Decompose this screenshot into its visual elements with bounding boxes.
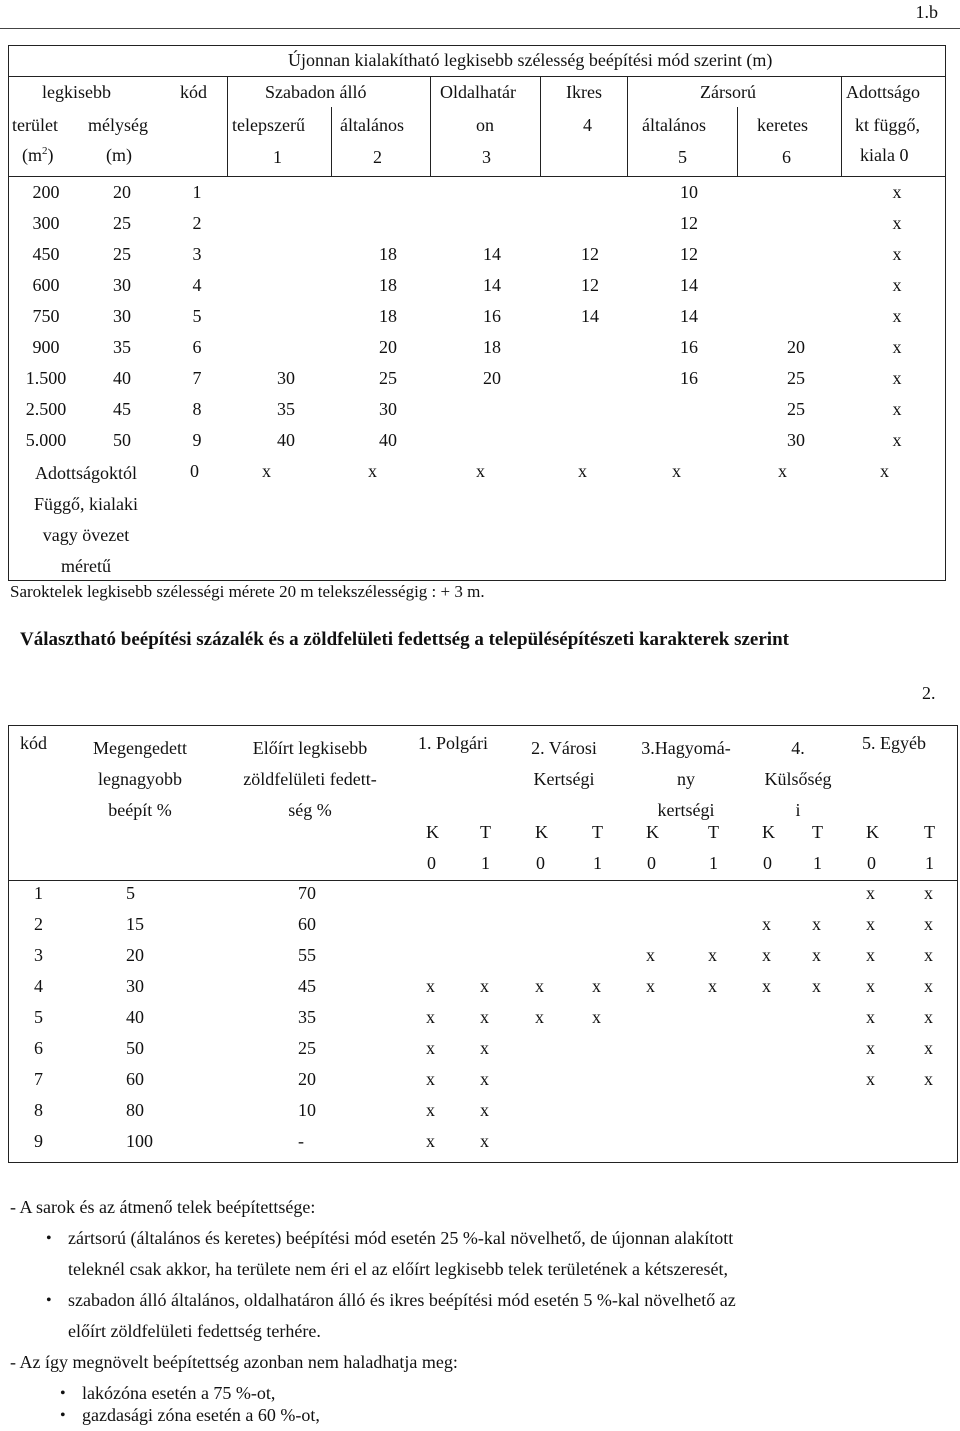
width-table-cell [546, 331, 634, 362]
ratio-table-cell: x [535, 976, 544, 996]
special-row-value: x [778, 461, 787, 481]
ratio-table-cell: x [866, 945, 875, 965]
ratio-table-cell: 35 [298, 1007, 316, 1027]
t2-head-t: T [812, 822, 823, 842]
page-number-2: 2. [922, 683, 936, 703]
ratio-table-cell: x [762, 945, 771, 965]
ratio-table-cell: x [480, 1100, 489, 1120]
width-table-cell [744, 269, 848, 300]
width-table-cell: 25 [787, 398, 805, 419]
head-adottsag-3: kiala 0 [860, 145, 909, 165]
width-table-row [8, 393, 946, 424]
head-kod: kód [180, 82, 207, 102]
width-table-cell: 25 [379, 367, 397, 388]
width-table-cell [744, 207, 848, 238]
width-table-cell: x [892, 429, 902, 450]
head-keretes: keretes [757, 115, 808, 135]
ratio-table-cell: x [866, 883, 875, 903]
width-table-cell: 20 [787, 336, 805, 357]
width-table-cell: 14 [483, 274, 501, 295]
width-table-cell: 8 [192, 398, 202, 419]
width-table-cell: 20 [379, 336, 397, 357]
ratio-table-cell: 5 [34, 1007, 43, 1027]
head-terulet: terület [12, 115, 58, 135]
head-terulet-unit-close: ) [47, 145, 54, 165]
width-table-cell: 9 [192, 429, 202, 450]
ratio-table-cell: x [426, 1100, 435, 1120]
ratio-table-cell: x [480, 1069, 489, 1089]
t2-head-t-sub: 1 [925, 853, 934, 873]
bullet-4-text: gazdasági zóna esetén a 60 %-ot, [82, 1405, 320, 1425]
width-table-cell: 5.000 [25, 429, 67, 450]
width-table-cell: 18 [379, 243, 397, 264]
width-table-cell [234, 300, 338, 331]
t2-head-kulsoseg-3: i [795, 800, 801, 820]
ratio-table-cell: x [924, 914, 933, 934]
t2-head-megengedett-3: beépít % [108, 800, 172, 820]
width-table-cell: 30 [113, 274, 131, 295]
width-table-cell: 450 [32, 243, 60, 264]
width-table-cell: 25 [113, 212, 131, 233]
ratio-table-cell: 50 [126, 1038, 144, 1058]
width-table-cell: 40 [277, 429, 295, 450]
vsep-d [627, 76, 628, 176]
width-table-cell [438, 176, 546, 207]
special-row-value: 0 [190, 461, 199, 481]
ratio-table-cell: 40 [126, 1007, 144, 1027]
width-table-cell: 2 [192, 212, 202, 233]
width-table-cell [338, 176, 438, 207]
special-label-1: Adottságoktól [35, 463, 137, 483]
t2-head-kod: kód [20, 733, 47, 753]
width-table-cell: 45 [113, 398, 131, 419]
width-table-cell: 40 [379, 429, 397, 450]
ratio-table-cell: x [535, 1007, 544, 1027]
ratio-table-cell: 7 [34, 1069, 43, 1089]
bullet-2 [46, 1285, 948, 1347]
vsep-a [227, 76, 228, 176]
t2-head-kulsoseg [750, 733, 846, 826]
head-terulet-unit-sup: 2 [42, 145, 48, 157]
head-ikres: Ikres [566, 82, 602, 102]
head-telepszeru-n: 1 [273, 147, 282, 167]
width-table-cell: 25 [787, 367, 805, 388]
head-melyseg: mélység [88, 115, 148, 135]
width-table-cell: 750 [32, 305, 60, 326]
t2-head-t-sub: 1 [593, 853, 602, 873]
t2-head-eloirt-3: ség % [288, 800, 332, 820]
section-heading: Választható beépítési százalék és a zöldfelületi fedettség a településépítészeti karakterek szerint [20, 629, 789, 650]
ratio-table-cell: x [426, 976, 435, 996]
head-altalanos-n: 2 [373, 147, 382, 167]
ratio-table-cell: x [866, 914, 875, 934]
width-table-cell: 18 [379, 305, 397, 326]
vsep-g [737, 107, 738, 176]
width-table-note: Saroktelek legkisebb szélességi mérete 20 m telekszélességig : + 3 m. [10, 582, 485, 601]
t2-head-t: T [708, 822, 719, 842]
head-terulet-unit [22, 145, 54, 166]
special-label-4: méretű [61, 556, 111, 576]
special-label-3: vagy övezet [42, 525, 130, 545]
head-oldalhatar-on: on [476, 115, 494, 135]
width-table-cell [546, 424, 634, 455]
special-row-value: x [476, 461, 485, 481]
t2-head-hagyomany-3: kertségi [657, 800, 715, 820]
width-table-cell: 12 [680, 212, 698, 233]
ratio-table-cell: x [708, 976, 717, 996]
head-adottsag-2: kt függő, [855, 115, 920, 135]
width-table-row [8, 176, 946, 207]
head-terulet-unit-open: (m [22, 145, 42, 165]
top-rule [0, 28, 960, 29]
t2-head-line [8, 880, 958, 881]
increased-title: - Az így megnövelt beépítettség azonban nem haladhatja meg: [10, 1352, 458, 1372]
ratio-table-cell: 80 [126, 1100, 144, 1120]
vsep-b [430, 76, 431, 176]
ratio-table-cell: 45 [298, 976, 316, 996]
ratio-table-cell: x [924, 1007, 933, 1027]
t2-head-megengedett-1: Megengedett [93, 738, 187, 758]
width-table-cell: 18 [483, 336, 501, 357]
ratio-table-cell: 4 [34, 976, 43, 996]
width-table-cell: 300 [32, 212, 60, 233]
bullet-icon: • [60, 1407, 66, 1424]
width-table-cell [234, 269, 338, 300]
width-table-cell: x [892, 181, 902, 202]
ratio-table-cell: 60 [298, 914, 316, 934]
width-table-row [8, 207, 946, 238]
ratio-table-cell: x [866, 1007, 875, 1027]
ratio-table-cell: x [480, 1131, 489, 1151]
width-table-cell: 30 [113, 305, 131, 326]
t2-head-kulsoseg-2: Külsőség [764, 769, 832, 789]
width-table-row [8, 424, 946, 455]
ratio-table-cell: x [924, 976, 933, 996]
t2-head-hagyomany [626, 733, 746, 826]
head-z-altalanos: általános [642, 115, 706, 135]
width-table-cell [744, 176, 848, 207]
width-table-cell [438, 207, 546, 238]
width-table-cell: x [892, 243, 902, 264]
width-table-cell: 12 [581, 243, 599, 264]
ratio-table-cell: x [866, 976, 875, 996]
width-table-cell [438, 393, 546, 424]
ratio-table-cell: x [646, 976, 655, 996]
width-table-cell: 900 [32, 336, 60, 357]
width-table-cell: 40 [113, 367, 131, 388]
t2-head-eloirt-2: zöldfelületi fedett- [243, 769, 377, 789]
head-ikres-n: 4 [583, 115, 592, 135]
ratio-table-cell: 60 [126, 1069, 144, 1089]
width-table-cell [234, 331, 338, 362]
ratio-table-cell: 100 [126, 1131, 153, 1151]
width-table-cell: 18 [379, 274, 397, 295]
ratio-table-cell: x [480, 1007, 489, 1027]
head-z-altalanos-n: 5 [678, 147, 687, 167]
width-table-row [8, 331, 946, 362]
ratio-table-cell: x [762, 914, 771, 934]
ratio-table-cell: x [426, 1131, 435, 1151]
t2-head-polgari: 1. Polgári [418, 733, 488, 753]
ratio-table-cell: x [866, 1069, 875, 1089]
head-adottsag-1: Adottságo [846, 82, 920, 102]
width-table-cell [546, 393, 634, 424]
special-row-value: x [262, 461, 271, 481]
special-row-value: x [578, 461, 587, 481]
ratio-table-cell: x [426, 1038, 435, 1058]
t2-head-k: K [866, 822, 879, 842]
ratio-table-cell: x [592, 1007, 601, 1027]
t2-head-t-sub: 1 [709, 853, 718, 873]
width-table-row [8, 300, 946, 331]
ratio-table-cell: 5 [126, 883, 135, 903]
t2-head-varosi-1: 2. Városi [531, 738, 597, 758]
head-keretes-n: 6 [782, 147, 791, 167]
ratio-table-cell: 20 [126, 945, 144, 965]
ratio-table-cell: x [708, 945, 717, 965]
t2-head-k: K [646, 822, 659, 842]
t2-head-megengedett-2: legnagyobb [98, 769, 182, 789]
bullet-icon: • [46, 1292, 52, 1309]
special-row-label [8, 458, 164, 582]
bullet-icon: • [60, 1385, 66, 1402]
width-table-cell [338, 207, 438, 238]
width-table-cell: 5 [192, 305, 202, 326]
bullet-1-line-1: zártsorú (általános és keretes) beépítési mód esetén 25 %-kal növelhető, de újonnan alakított [68, 1228, 734, 1248]
width-table-cell: x [892, 398, 902, 419]
page-number-top: 1.b [915, 2, 938, 22]
head-line-1 [8, 76, 946, 77]
ratio-table-cell: 15 [126, 914, 144, 934]
width-table-cell [546, 176, 634, 207]
head-melyseg-unit: (m) [106, 145, 132, 165]
ratio-table-cell: 3 [34, 945, 43, 965]
width-table-cell: 25 [113, 243, 131, 264]
width-table-body [8, 176, 946, 455]
ratio-table-cell: x [924, 945, 933, 965]
width-table-cell [234, 207, 338, 238]
t2-head-k-sub: 0 [763, 853, 772, 873]
bullet-4 [60, 1400, 320, 1431]
width-table-cell: x [892, 305, 902, 326]
t2-head-hagyomany-1: 3.Hagyomá- [641, 738, 731, 758]
t2-head-egyeb: 5. Egyéb [862, 733, 926, 753]
width-table-cell: 16 [483, 305, 501, 326]
ratio-table-cell: x [924, 883, 933, 903]
width-table-cell: 4 [192, 274, 202, 295]
t2-head-k: K [762, 822, 775, 842]
ratio-table-cell: 20 [298, 1069, 316, 1089]
bullet-2-line-2: előírt zöldfelületi fedettség terhére. [68, 1321, 321, 1341]
ratio-table-cell: - [298, 1131, 304, 1151]
t2-head-megengedett [70, 733, 210, 826]
ratio-table-cell: x [592, 976, 601, 996]
width-table-cell: 12 [581, 274, 599, 295]
width-table-cell: 200 [32, 181, 60, 202]
width-table-cell: 20 [483, 367, 501, 388]
width-table-cell: 16 [680, 367, 698, 388]
t2-head-k-sub: 0 [536, 853, 545, 873]
t2-head-eloirt [220, 733, 400, 826]
width-table-cell: 35 [113, 336, 131, 357]
bullet-3-text: lakózóna esetén a 75 %-ot, [82, 1383, 276, 1403]
ratio-table-cell: 10 [298, 1100, 316, 1120]
width-table-cell: 6 [192, 336, 202, 357]
width-table-cell [634, 424, 744, 455]
t2-head-k-sub: 0 [867, 853, 876, 873]
special-row-value: x [368, 461, 377, 481]
t2-head-varosi [516, 733, 612, 795]
ratio-table-cell: x [812, 914, 821, 934]
ratio-table-cell: 1 [34, 883, 43, 903]
width-table-cell: x [892, 212, 902, 233]
head-legkisebb: legkisebb [42, 82, 111, 102]
width-table-cell: 14 [680, 274, 698, 295]
width-table-cell: 30 [787, 429, 805, 450]
width-table-cell [234, 238, 338, 269]
bullet-1 [46, 1223, 948, 1285]
ratio-table-cell: 25 [298, 1038, 316, 1058]
width-table-cell: 35 [277, 398, 295, 419]
ratio-table-cell: 30 [126, 976, 144, 996]
ratio-table-cell: 70 [298, 883, 316, 903]
ratio-table-cell: x [646, 945, 655, 965]
ratio-table-cell: x [812, 945, 821, 965]
width-table-cell [546, 362, 634, 393]
width-table-cell: 50 [113, 429, 131, 450]
ratio-table-cell: 9 [34, 1131, 43, 1151]
bullet-1-line-2: teleknél csak akkor, ha területe nem éri el az előírt legkisebb telek területének a kétszeresét, [68, 1259, 728, 1279]
width-table-cell [438, 424, 546, 455]
vsep-e [841, 76, 842, 176]
width-table-row [8, 238, 946, 269]
special-row-value: x [880, 461, 889, 481]
vsep-c [540, 76, 541, 176]
width-table-cell: 14 [680, 305, 698, 326]
corner-title: - A sarok és az átmenő telek beépítettsége: [10, 1197, 316, 1217]
width-table-cell [546, 207, 634, 238]
ratio-table-cell: 55 [298, 945, 316, 965]
t2-head-k: K [535, 822, 548, 842]
width-table-cell: 7 [192, 367, 202, 388]
width-table-cell [634, 393, 744, 424]
ratio-table-cell: 2 [34, 914, 43, 934]
ratio-table-cell: x [866, 1038, 875, 1058]
head-zarsoru: Zársorú [700, 82, 756, 102]
width-table-cell: 30 [379, 398, 397, 419]
head-oldalhatar-n: 3 [482, 147, 491, 167]
bullet-2-line-1: szabadon álló általános, oldalhatáron álló és ikres beépítési mód esetén 5 %-kal növelhető az [68, 1290, 736, 1310]
t2-head-t: T [480, 822, 491, 842]
width-table-cell: x [892, 336, 902, 357]
width-table-cell: 14 [581, 305, 599, 326]
vsep-f [331, 107, 332, 176]
width-table-cell: 30 [277, 367, 295, 388]
width-table-cell: 600 [32, 274, 60, 295]
width-table-cell: x [892, 367, 902, 388]
ratio-table-cell: x [426, 1069, 435, 1089]
width-table-cell [744, 300, 848, 331]
width-table-cell: 12 [680, 243, 698, 264]
t2-head-kulsoseg-1: 4. [791, 738, 805, 758]
t2-head-t: T [924, 822, 935, 842]
width-table-cell: 14 [483, 243, 501, 264]
t2-head-k-sub: 0 [427, 853, 436, 873]
width-table-row [8, 362, 946, 393]
width-table-cell: 3 [192, 243, 202, 264]
width-table-row [8, 269, 946, 300]
width-table-cell: 16 [680, 336, 698, 357]
t2-head-eloirt-1: Előírt legkisebb [252, 738, 368, 758]
ratio-table-cell: x [426, 1007, 435, 1027]
width-table-cell: 1 [192, 181, 202, 202]
t2-head-k: K [426, 822, 439, 842]
t2-head-k-sub: 0 [647, 853, 656, 873]
head-oldalhatar: Oldalhatár [440, 82, 516, 102]
head-szabadon: Szabadon álló [265, 82, 367, 102]
width-table-cell: 20 [113, 181, 131, 202]
width-table-title: Újonnan kialakítható legkisebb szélesség beépítési mód szerint (m) [288, 50, 773, 70]
ratio-table-cell: x [924, 1038, 933, 1058]
t2-head-t-sub: 1 [813, 853, 822, 873]
width-table-cell: x [892, 274, 902, 295]
special-label-2: Függő, kialaki [34, 494, 138, 514]
width-table-cell: 10 [680, 181, 698, 202]
ratio-table-cell: x [812, 976, 821, 996]
bullet-icon: • [46, 1230, 52, 1247]
width-table-cell: 1.500 [25, 367, 67, 388]
ratio-table-cell: 8 [34, 1100, 43, 1120]
width-table-cell [744, 238, 848, 269]
ratio-table-cell: 6 [34, 1038, 43, 1058]
ratio-table-cell: x [480, 1038, 489, 1058]
t2-head-t-sub: 1 [481, 853, 490, 873]
head-telepszeru: telepszerű [232, 115, 305, 135]
width-table-cell [234, 176, 338, 207]
ratio-table-cell: x [762, 976, 771, 996]
ratio-table-cell: x [924, 1069, 933, 1089]
special-row-value: x [672, 461, 681, 481]
t2-head-t: T [592, 822, 603, 842]
t2-head-hagyomany-2: ny [677, 769, 695, 789]
width-table-cell: 2.500 [25, 398, 67, 419]
t2-head-varosi-2: Kertségi [533, 769, 595, 789]
ratio-table-cell: x [480, 976, 489, 996]
head-altalanos: általános [340, 115, 404, 135]
